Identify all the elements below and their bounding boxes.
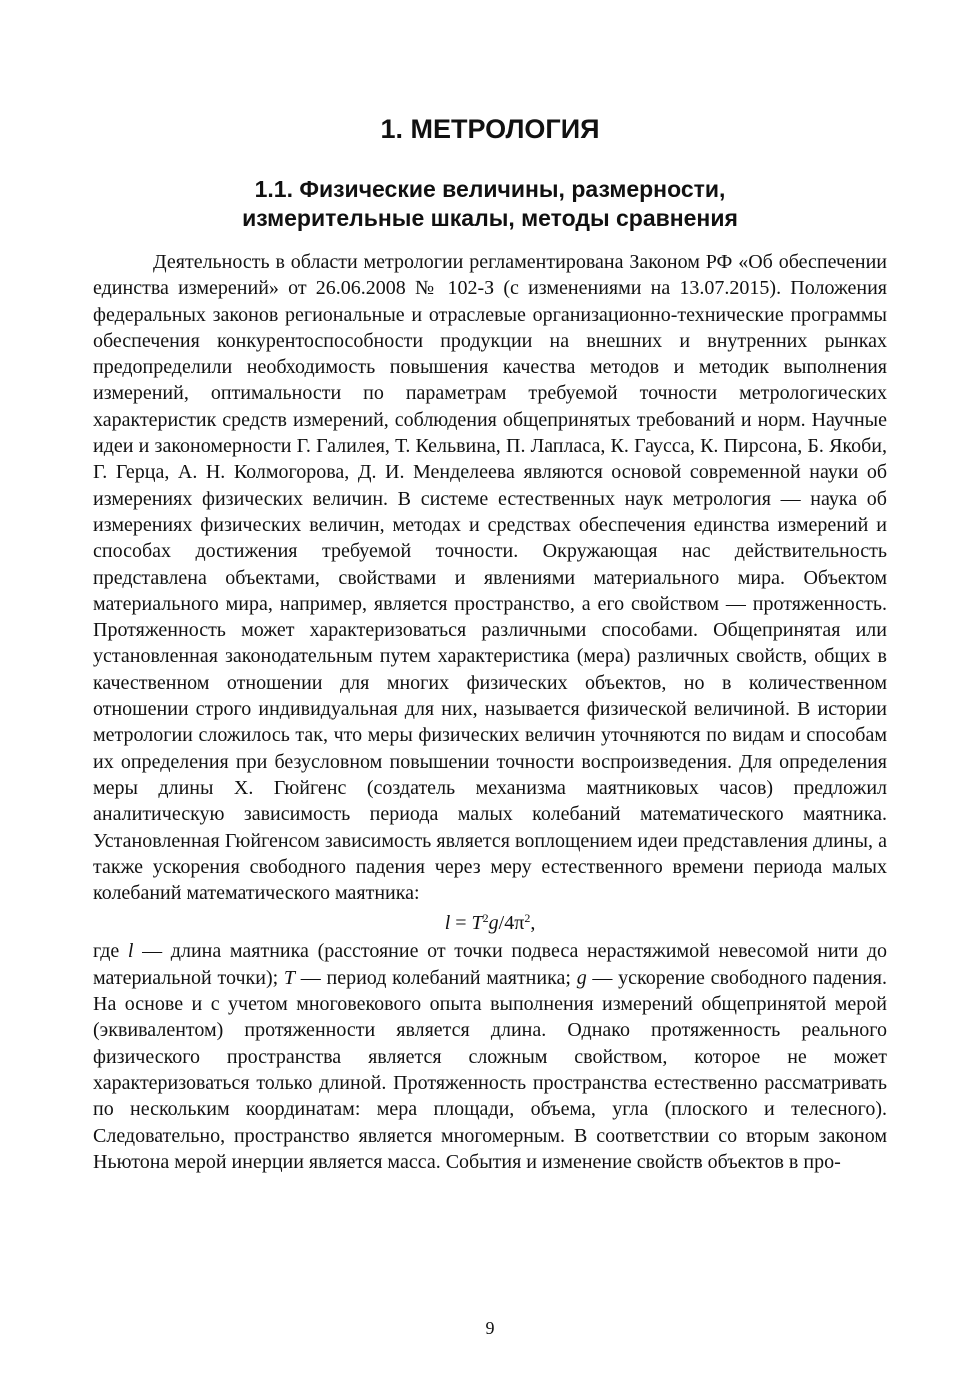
chapter-title: 1. МЕТРОЛОГИЯ <box>380 114 600 144</box>
paragraph-2-part-1: — длина маятника (расстояние от точки подвеса нерастяжимой невесомой нити до материальной точки); <box>93 940 887 989</box>
formula-l: l <box>444 912 451 935</box>
paragraph-2 <box>93 938 887 1175</box>
formula-divisor: /4π <box>498 912 525 935</box>
formula-T: T <box>471 912 483 935</box>
page-content <box>93 110 887 1175</box>
section-title-line-2: измерительные шкалы, методы сравнения <box>242 205 738 231</box>
formula-pi-exponent: 2 <box>524 911 531 926</box>
symbol-T: T <box>283 966 296 989</box>
section-title-line-1: 1.1. Физические величины, размерности, <box>254 176 726 202</box>
formula-comma: , <box>530 912 536 935</box>
symbol-g: g <box>576 966 587 989</box>
section-title <box>93 175 887 233</box>
formula-T-exponent: 2 <box>482 911 489 926</box>
formula-equals: = <box>450 912 472 935</box>
page-number: 9 <box>485 1318 495 1338</box>
formula-g: g <box>488 912 499 935</box>
pendulum-formula <box>93 908 887 938</box>
paragraph-2-part-3: — ускорение свободного падения. На основе и с учетом многовекового опыта выполнения измерений общепринятой мерой (эквивалентом) протяженности является длина. Однако протяженность реального физического пространства является сложным свойством, которое не может характеризоваться только длиной. Протяженность пространства естественно рассматривать по нескольким координатам: мера площади, объема, угла (плоского и телесного). Следовательно, пространство является многомерным. В соответствии со вторым законом Ньютона мерой инерции является масса. События и изменение свойств объектов в про- <box>93 966 888 1173</box>
symbol-l: l <box>127 940 134 963</box>
paragraph-1: Деятельность в области метрологии регламентирована Законом РФ «Об обеспечении единства измерений» от 26.06.2008 № 102-З (с изменениями на 13.07.2015). Положения федеральных законов региональные и отраслевые организационно-технические программы обеспечения конкурентоспособности продукции на внешних и внутренних рынках предопределили необходимость повышения качества методов и методик выполнения измерений, оптимальности по параметрам требуемой точности метрологических характеристик средств измерений, соблюдения общепринятых требований и норм. Научные идеи и закономерности Г. Галилея, Т. Кельвина, П. Лапласа, К. Гаусса, К. Пирсона, Б. Якоби, Г. Герца, А. Н. Колмогорова, Д. И. Менделеева являются основой современной науки об измерениях физических величин. В системе естественных наук метрология — наука об измерениях физических величин, методах и средствах обеспечения единства измерений и способах достижения требуемой точности. Окружающая нас действительность представлена объектами, свойствами и явлениями материального мира. Объектом материального мира, например, является пространство, а его свойством — протяженность. Протяженность может характеризоваться различными способами. Общепринятая или установленная законодательным путем характеристика (мера) различных свойств, общих в качественном отношении для многих физических объектов, но в количественном отношении строго индивидуальная для них, называется физической величиной. В истории метрологии сложилось так, что меры физических величин уточняются по видам и способам их определения при безусловном повышении точности воспроизведения. Для определения меры длины Х. Гюйгенс (создатель механизма маятниковых часов) предложил аналитическую зависимость периода малых колебаний математического маятника. Установленная Гюйгенсом зависимость является воплощением идеи представления длины, а также ускорения свободного падения через меру естественного времени периода малых колебаний математического маятника: <box>93 251 887 905</box>
paragraph-2-where: где <box>93 940 128 963</box>
paragraph-2-part-2: — период колебаний маятника; <box>295 966 577 989</box>
